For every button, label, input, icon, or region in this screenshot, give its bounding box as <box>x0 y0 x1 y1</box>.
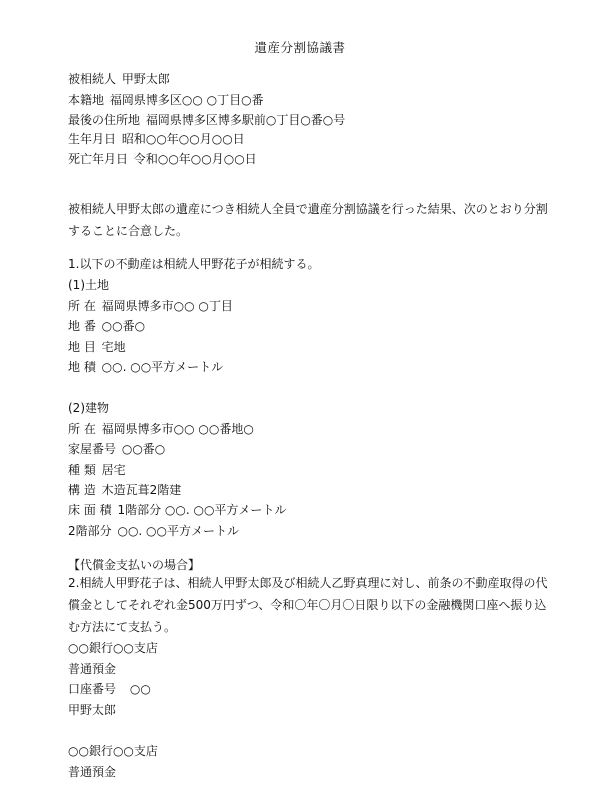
bank-1-name: ○○銀行○○支店 <box>68 641 158 655</box>
bank-1-account-line <box>68 681 151 697</box>
decedent-label: 被相続人 <box>68 72 117 86</box>
bank-2-type: 普通預金 <box>68 765 117 779</box>
compensation-heading: 【代償金支払いの場合】 <box>68 558 201 572</box>
land-category-value: 宅地 <box>101 340 126 354</box>
land-lot-line <box>68 318 145 334</box>
domicile-value: 福岡県博多区○○ ○丁目○番 <box>109 93 264 107</box>
floor-area-2-value: ○○. ○○平方メートル <box>117 524 239 538</box>
birth-date-value: 昭和○○年○○月○○日 <box>121 132 245 146</box>
building-type-label: 種 類 <box>68 463 96 477</box>
land-heading: (1)土地 <box>68 278 109 292</box>
bank-1-type: 普通預金 <box>68 662 117 676</box>
house-number-value: ○○番○ <box>121 442 166 456</box>
floor-area-1-label: 床 面 積 <box>68 503 112 517</box>
domicile-label: 本籍地 <box>68 93 105 107</box>
land-area-label: 地 積 <box>68 360 96 374</box>
floor-area-1-line <box>68 502 286 518</box>
building-location-label: 所 在 <box>68 422 96 436</box>
death-date-value: 令和○○年○○月○○日 <box>133 152 257 166</box>
land-lot-label: 地 番 <box>68 319 96 333</box>
domicile-line <box>68 92 264 108</box>
building-structure-label: 構 造 <box>68 483 96 497</box>
decedent-name: 甲野太郎 <box>121 72 170 86</box>
last-address-label: 最後の住所地 <box>68 113 141 127</box>
land-location-value: 福岡県博多市○○ ○丁目 <box>101 299 233 313</box>
land-lot-value: ○○番○ <box>101 319 146 333</box>
last-address-value: 福岡県博多区博多駅前○丁目○番○号 <box>145 113 346 127</box>
building-type-value: 居宅 <box>101 463 126 477</box>
floor-area-1-value: 1階部分 ○○. ○○平方メートル <box>117 503 287 517</box>
bank-1-account-value: ○○ <box>129 682 151 696</box>
last-address-line <box>68 112 345 128</box>
building-heading: (2)建物 <box>68 401 109 415</box>
building-structure-line <box>68 482 181 498</box>
land-location-label: 所 在 <box>68 299 96 313</box>
death-date-line <box>68 151 257 167</box>
intro-paragraph: 被相続人甲野太郎の遺産につき相続人全員で遺産分割協議を行った結果、次のとおり分割することに合意した。 <box>68 202 548 238</box>
document-title: 遺産分割協議書 <box>254 40 346 55</box>
land-area-value: ○○. ○○平方メートル <box>101 360 224 374</box>
bank-1-holder: 甲野太郎 <box>68 703 117 717</box>
land-area-line <box>68 359 223 375</box>
decedent-line <box>68 71 170 87</box>
house-number-label: 家屋番号 <box>68 442 117 456</box>
compensation-paragraph: 2.相続人甲野花子は、相続人甲野太郎及び相続人乙野真理に対し、前条の不動産取得の代償金としてそれぞれ金500万円ずつ、令和〇年〇月〇日限り以下の金融機関口座へ振り込む方法にて支払う。 <box>68 576 548 634</box>
building-type-line <box>68 462 126 478</box>
building-location-value: 福岡県博多市○○ ○○番地○ <box>101 422 254 436</box>
land-category-label: 地 目 <box>68 340 96 354</box>
death-date-label: 死亡年月日 <box>68 152 129 166</box>
bank-2-name: ○○銀行○○支店 <box>68 744 158 758</box>
land-category-line <box>68 339 126 355</box>
house-number-line <box>68 441 165 457</box>
birth-date-label: 生年月日 <box>68 132 117 146</box>
building-structure-value: 木造瓦葺2階建 <box>101 483 182 497</box>
land-location-line <box>68 298 233 314</box>
floor-area-2-line <box>68 523 239 539</box>
birth-date-line <box>68 131 245 147</box>
bank-1-account-label: 口座番号 <box>68 682 117 696</box>
section1-heading: 1.以下の不動産は相続人甲野花子が相続する。 <box>68 257 320 271</box>
building-location-line <box>68 421 254 437</box>
floor-area-2-label: 2階部分 <box>68 524 112 538</box>
